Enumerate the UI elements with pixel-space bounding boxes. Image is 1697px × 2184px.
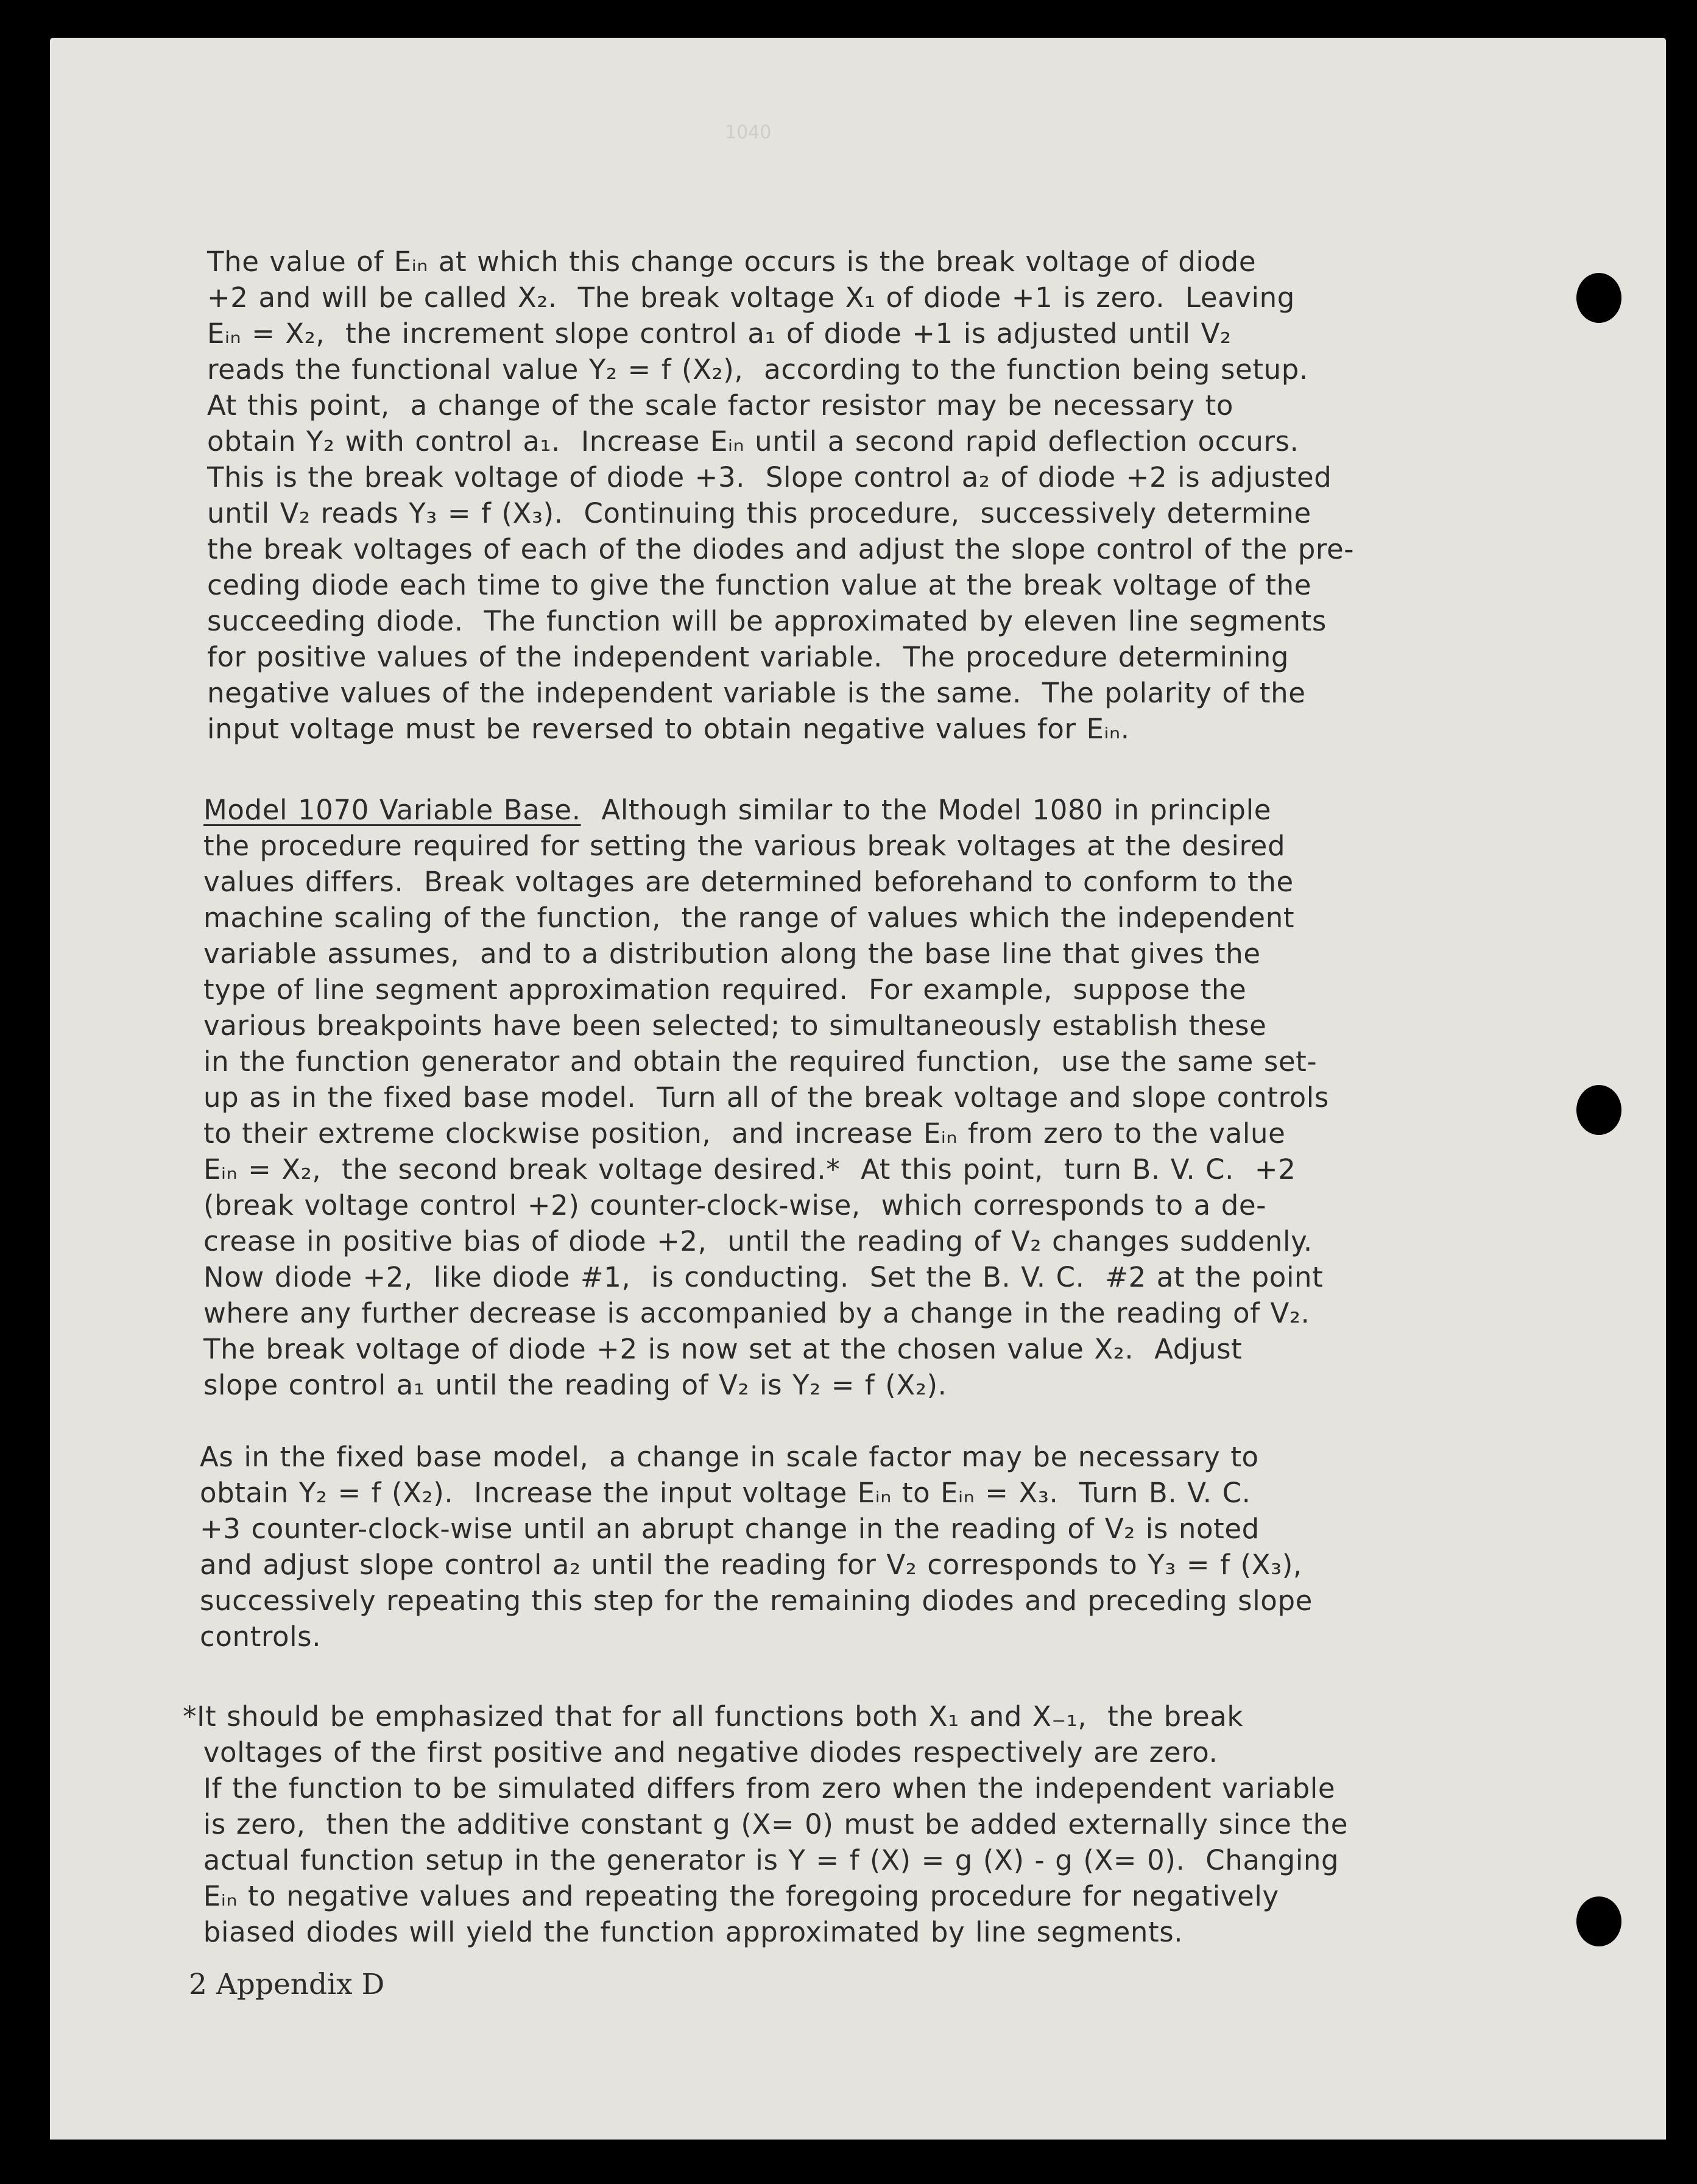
text-line: Now diode +2, like diode #1, is conducting. Set the B. V. C. #2 at the point xyxy=(203,1261,1324,1293)
text-line: At this point, a change of the scale factor resistor may be necessary to xyxy=(207,389,1234,422)
text-line: voltages of the first positive and negative diodes respectively are zero. xyxy=(183,1736,1218,1769)
page-footer: 2 Appendix D xyxy=(189,1968,385,2001)
text-line: +3 counter-clock-wise until an abrupt change in the reading of V₂ is noted xyxy=(200,1513,1260,1545)
text-line: type of line segment approximation required. For example, suppose the xyxy=(203,974,1247,1006)
text-line: negative values of the independent variable is the same. The polarity of the xyxy=(207,677,1306,709)
text-line: This is the break voltage of diode +3. Slope control a₂ of diode +2 is adjusted xyxy=(207,461,1332,493)
text-line: *It should be emphasized that for all functions both X₁ and X₋₁, the break xyxy=(183,1700,1244,1733)
text-line: actual function setup in the generator is Y = f (X) = g (X) - g (X= 0). Changing xyxy=(183,1844,1339,1876)
paper-sheet xyxy=(50,38,1666,2140)
text-line: reads the functional value Y₂ = f (X₂), according to the function being setup. xyxy=(207,353,1308,386)
faint-mark: 1040 xyxy=(725,122,772,143)
text-line: Eᵢₙ to negative values and repeating the foregoing procedure for negatively xyxy=(183,1880,1279,1912)
text-line: machine scaling of the function, the range of values which the independent xyxy=(203,902,1295,934)
text-line: +2 and will be called X₂. The break voltage X₁ of diode +1 is zero. Leaving xyxy=(207,281,1295,314)
text-line: biased diodes will yield the function approximated by line segments. xyxy=(183,1916,1184,1948)
text-line: to their extreme clockwise position, and increase Eᵢₙ from zero to the value xyxy=(203,1117,1286,1150)
binder-hole-middle xyxy=(1576,1085,1621,1135)
heading-line-rest: Although similar to the Model 1080 in principle xyxy=(580,794,1271,826)
binder-hole-bottom xyxy=(1576,1896,1621,1946)
text-line: (break voltage control +2) counter-clock-wise, which corresponds to a de- xyxy=(203,1189,1267,1221)
text-line: obtain Y₂ with control a₁. Increase Eᵢₙ until a second rapid deflection occurs. xyxy=(207,425,1299,458)
text-line: up as in the fixed base model. Turn all of the break voltage and slope controls xyxy=(203,1081,1329,1114)
text-line: until V₂ reads Y₃ = f (X₃). Continuing this procedure, successively determine xyxy=(207,497,1311,529)
text-line: the break voltages of each of the diodes and adjust the slope control of the pre- xyxy=(207,533,1355,565)
text-line: As in the fixed base model, a change in scale factor may be necessary to xyxy=(200,1441,1259,1473)
text-line: crease in positive bias of diode +2, until the reading of V₂ changes suddenly. xyxy=(203,1225,1313,1257)
text-line: in the function generator and obtain the required function, use the same set- xyxy=(203,1045,1318,1078)
text-line: the procedure required for setting the various break voltages at the desired xyxy=(203,830,1286,862)
text-line: values differs. Break voltages are determined beforehand to conform to the xyxy=(203,866,1294,898)
text-line: If the function to be simulated differs from zero when the independent variable xyxy=(183,1772,1336,1804)
text-line: Eᵢₙ = X₂, the increment slope control a₁ of diode +1 is adjusted until V₂ xyxy=(207,317,1232,350)
text-line: The value of Eᵢₙ at which this change occurs is the break voltage of diode xyxy=(207,246,1257,278)
text-line: The break voltage of diode +2 is now set at the chosen value X₂. Adjust xyxy=(203,1333,1243,1365)
text-line: input voltage must be reversed to obtain negative values for Eᵢₙ. xyxy=(207,713,1130,745)
binder-hole-top xyxy=(1576,273,1621,323)
text-line: where any further decrease is accompanied by a change in the reading of V₂. xyxy=(203,1297,1310,1329)
text-line: succeeding diode. The function will be approximated by eleven line segments xyxy=(207,605,1327,637)
text-line: and adjust slope control a₂ until the reading for V₂ corresponds to Y₃ = f (X₃), xyxy=(200,1549,1302,1581)
text-line: for positive values of the independent variable. The procedure determining xyxy=(207,641,1290,673)
text-line: slope control a₁ until the reading of V₂ is Y₂ = f (X₂). xyxy=(203,1369,947,1401)
text-line: successively repeating this step for the remaining diodes and preceding slope xyxy=(200,1585,1313,1617)
text-line: is zero, then the additive constant g (X= 0) must be added externally since the xyxy=(183,1808,1349,1840)
text-line: Eᵢₙ = X₂, the second break voltage desired.* At this point, turn B. V. C. +2 xyxy=(203,1153,1296,1186)
section-heading: Model 1070 Variable Base. xyxy=(203,794,581,826)
text-line: controls. xyxy=(200,1620,322,1653)
text-line: ceding diode each time to give the function value at the break voltage of the xyxy=(207,569,1312,601)
text-line: obtain Y₂ = f (X₂). Increase the input voltage Eᵢₙ to Eᵢₙ = X₃. Turn B. V. C. xyxy=(200,1477,1251,1509)
text-line: variable assumes, and to a distribution along the base line that gives the xyxy=(203,938,1261,970)
text-line: various breakpoints have been selected; to simultaneously establish these xyxy=(203,1009,1267,1042)
